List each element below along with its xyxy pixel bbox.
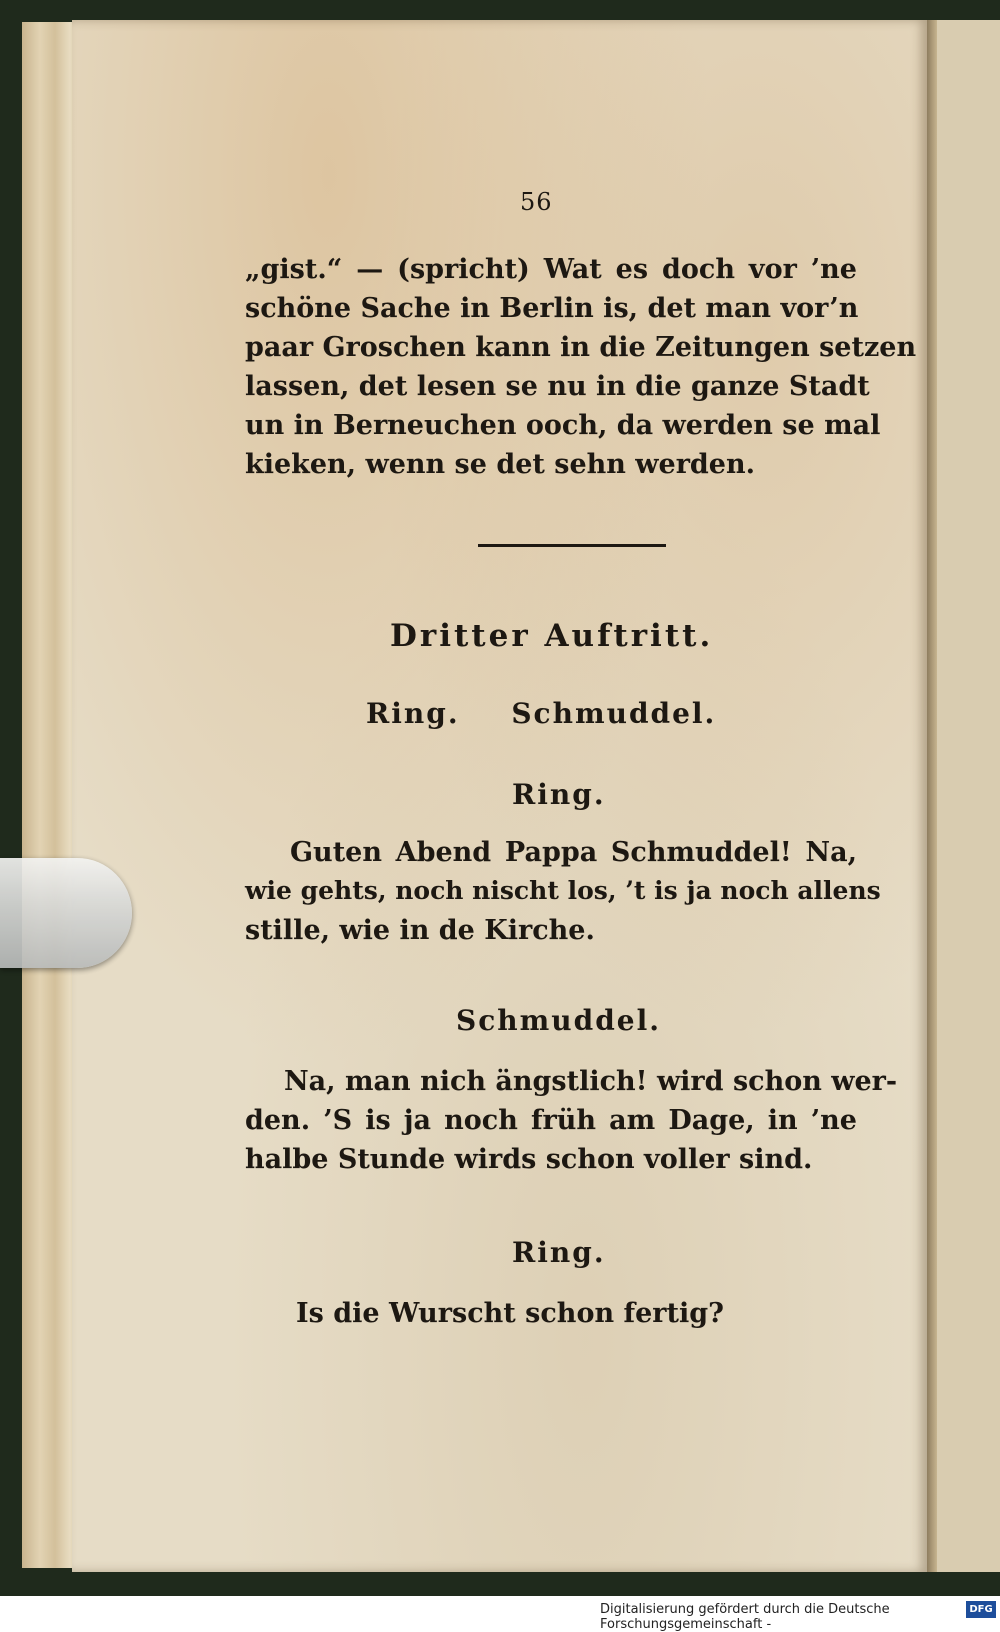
dialogue-line: Is die Wurscht schon fertig?	[296, 1298, 724, 1329]
section-divider	[478, 544, 666, 547]
digitization-credit: Digitalisierung gefördert durch die Deutsche Forschungsgemeinschaft -	[600, 1602, 890, 1632]
dialogue-line: stille, wie in de Kirche.	[245, 915, 595, 946]
text-line: lassen, det lesen se nu in die ganze Stadt	[245, 371, 870, 402]
dialogue-line: Na, man nich ängstlich! wird schon wer-	[284, 1066, 898, 1097]
text-line: schöne Sache in Berlin is, det man vor’n	[245, 293, 859, 324]
book-page	[72, 20, 927, 1572]
dialogue-line: den. ’S is ja noch früh am Dage, in ’ne	[245, 1105, 857, 1136]
dialogue-line: halbe Stunde wirds schon voller sind.	[245, 1144, 813, 1175]
page-number: 56	[520, 188, 553, 216]
dialogue-line: wie gehts, noch nischt los, ’t is ja noch allens	[245, 876, 881, 905]
book-gutter	[927, 20, 937, 1572]
scene-characters: Ring. Schmuddel.	[366, 697, 717, 730]
scene-title: Dritter Auftritt.	[390, 618, 714, 654]
dialogue-line: Guten Abend Pappa Schmuddel! Na,	[290, 837, 857, 868]
text-line: kieken, wenn se det sehn werden.	[245, 449, 756, 480]
text-line: un in Berneuchen ooch, da werden se mal	[245, 410, 881, 441]
bookmark-clip	[0, 858, 132, 968]
facing-page-edge	[937, 20, 1000, 1572]
speaker-label: Schmuddel.	[456, 1004, 661, 1037]
speaker-label: Ring.	[512, 1236, 606, 1269]
text-line: „gist.“ — (spricht) Wat es doch vor ’ne	[245, 254, 857, 285]
text-line: paar Groschen kann in die Zeitungen setzen	[245, 332, 917, 363]
dfg-logo: DFG	[966, 1601, 996, 1618]
speaker-label: Ring.	[512, 778, 606, 811]
